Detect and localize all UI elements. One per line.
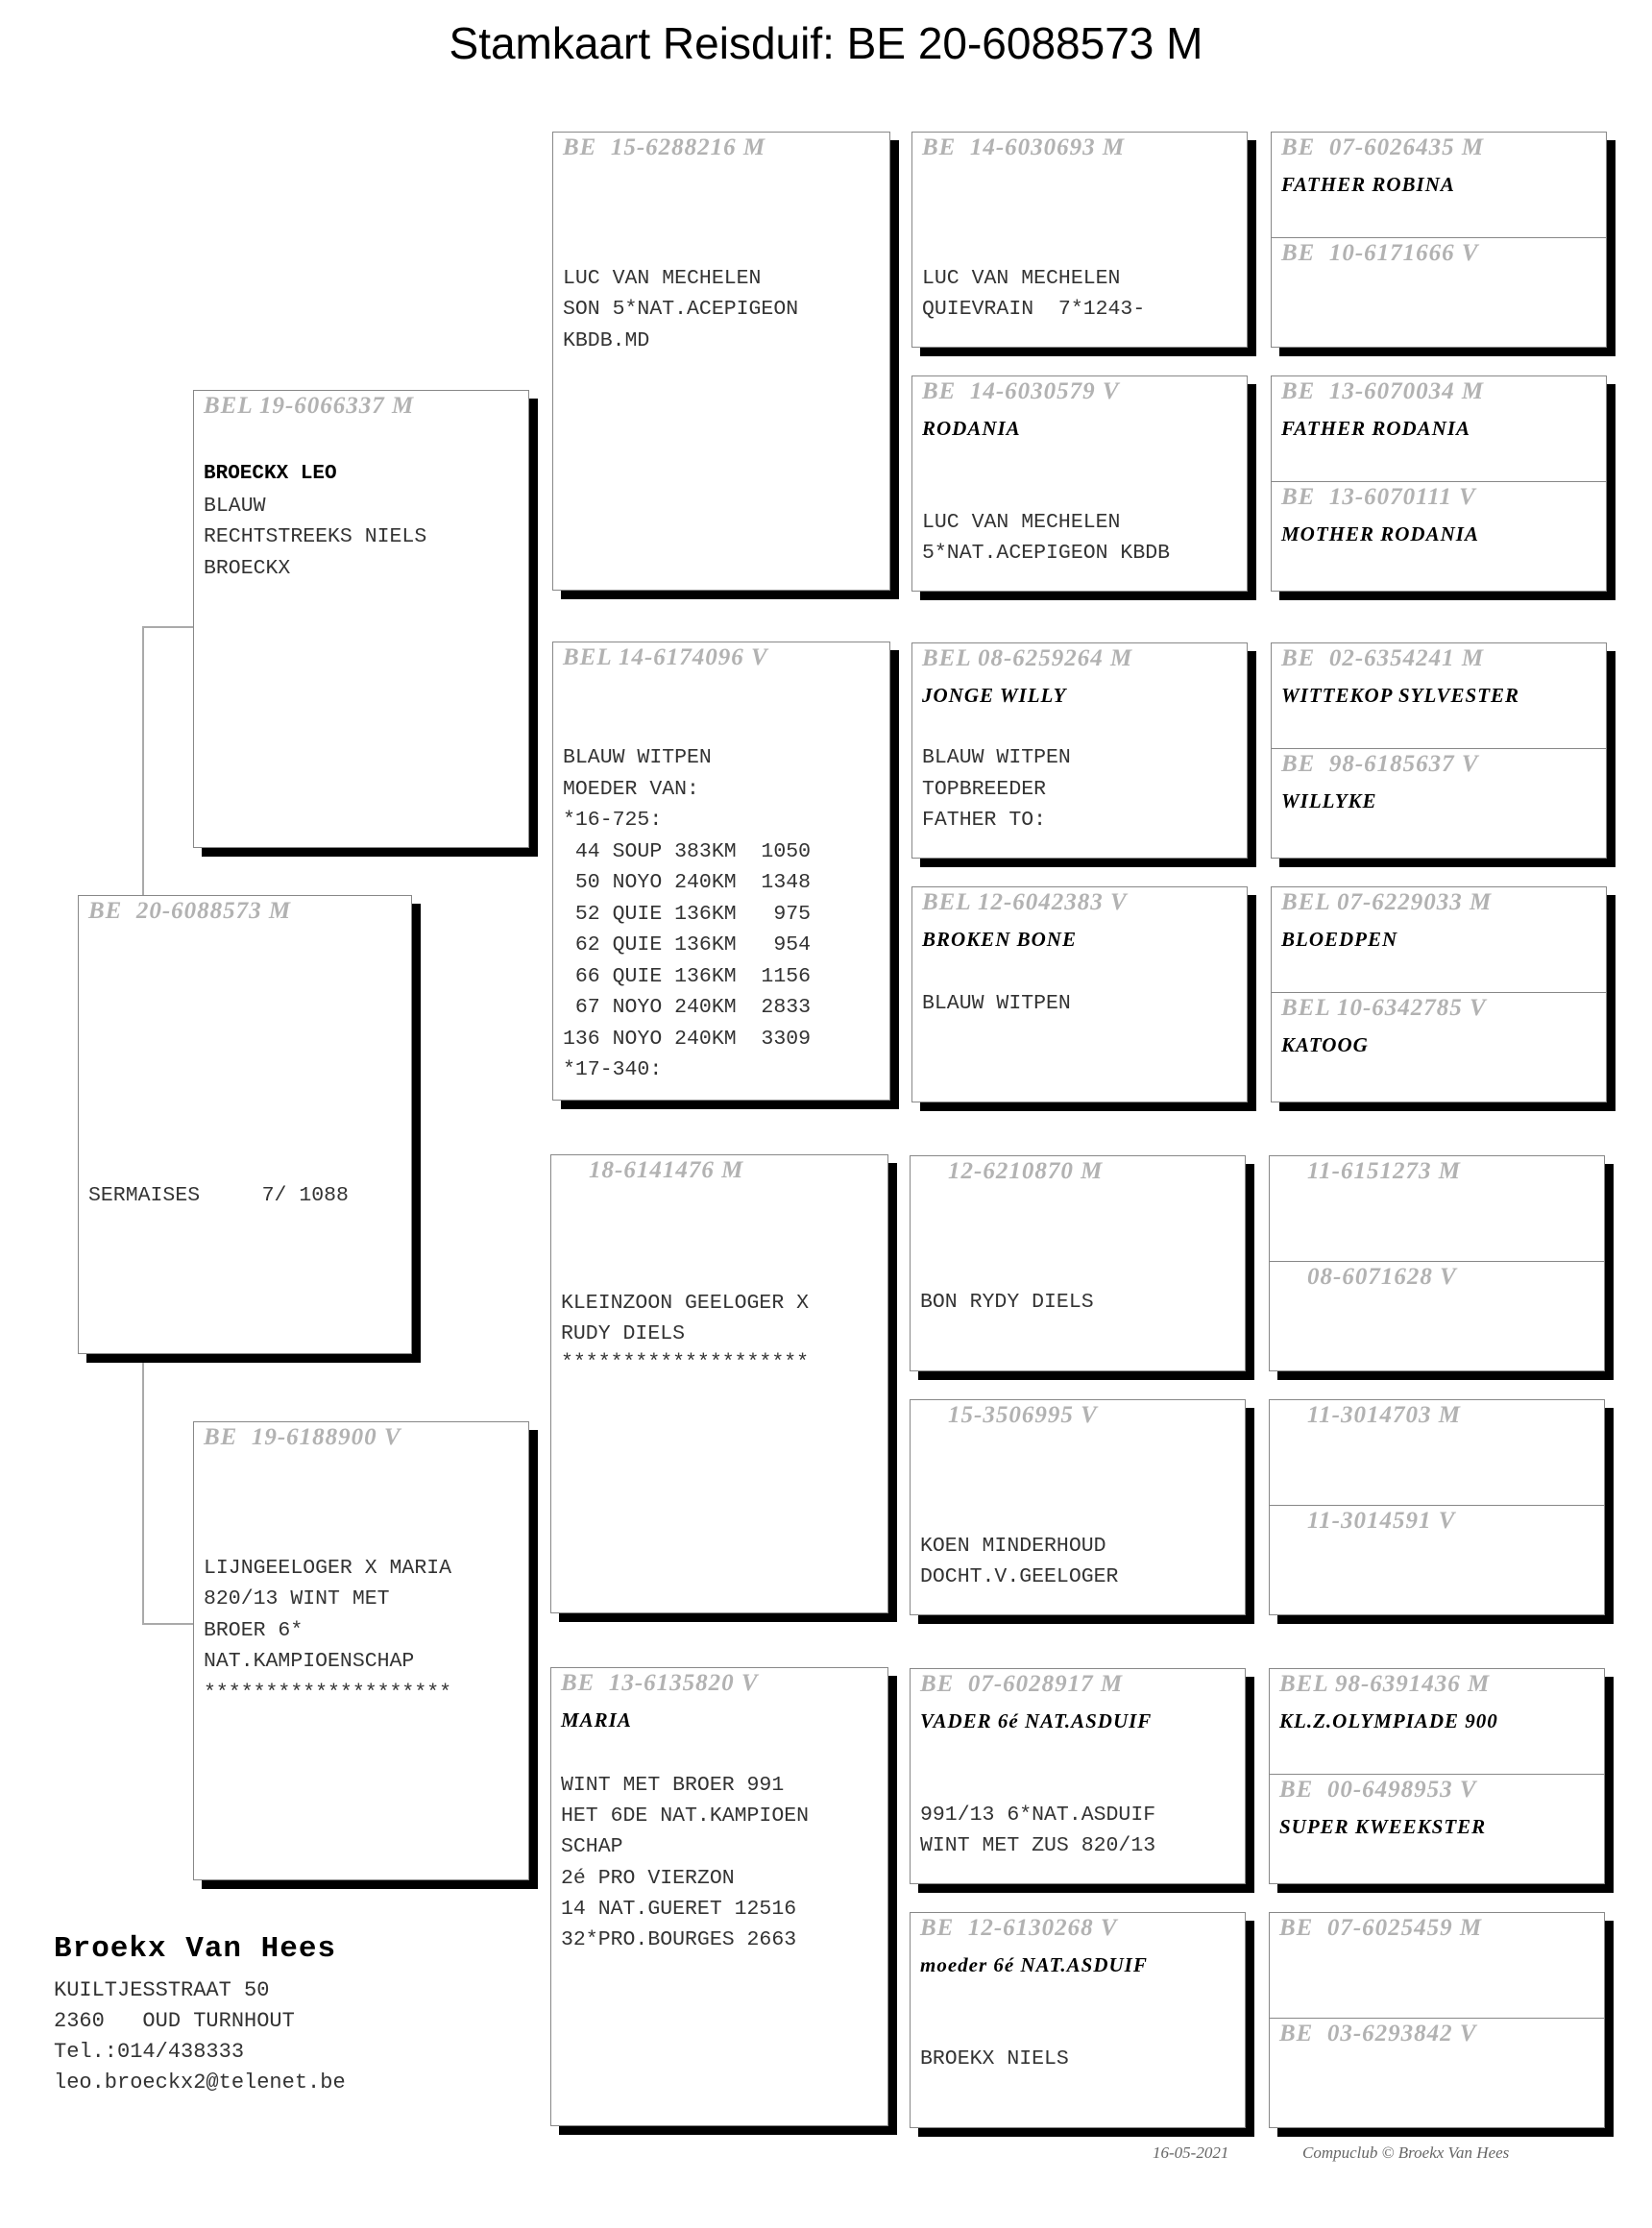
card-note: HET 6DE NAT.KAMPIOEN	[561, 1804, 810, 1828]
pigeon-name: SUPER KWEEKSTER	[1279, 1815, 1487, 1838]
card-note: BLAUW	[204, 495, 266, 518]
pigeon-name: WITTEKOP SYLVESTER	[1281, 684, 1520, 707]
card-note: *16-725:	[563, 809, 663, 832]
footer-credit: Compuclub © Broekx Van Hees	[1302, 2143, 1510, 2162]
pigeon-name: MARIA	[561, 1708, 632, 1732]
card-note: LUC VAN MECHELEN	[922, 511, 1121, 534]
pigeon-name: KATOOG	[1281, 1033, 1369, 1056]
card-note: 991/13 6*NAT.ASDUIF	[920, 1804, 1156, 1827]
ring-number: BEL 07-6229033 M	[1281, 889, 1493, 915]
card-note: 820/13 WINT MET	[204, 1587, 390, 1610]
ring-number: BE 07-6025459 M	[1279, 1915, 1483, 1941]
print-date: 16-05-2021	[1153, 2143, 1229, 2162]
pigeon-name: JONGE WILLY	[922, 684, 1067, 707]
card-note: 5*NAT.ACEPIGEON KBDB	[922, 542, 1171, 565]
card-note: *17-340:	[563, 1058, 663, 1081]
grandmother-maternal-card[interactable]	[550, 1667, 888, 2126]
ancestor-pair-card[interactable]	[1269, 1912, 1605, 2128]
card-note: MOEDER VAN:	[563, 778, 699, 801]
card-note: 44 SOUP 383KM 1050	[563, 840, 812, 863]
ring-number: BEL 12-6042383 V	[922, 889, 1128, 915]
card-note: SCHAP	[561, 1835, 623, 1858]
card-note: 2é PRO VIERZON	[561, 1867, 735, 1890]
grandfather-maternal-card[interactable]	[550, 1154, 888, 1613]
card-note: KLEINZOON GEELOGER X	[561, 1292, 810, 1315]
owner-street: KUILTJESSTRAAT 50	[54, 1978, 270, 2002]
card-note: 52 QUIE 136KM 975	[563, 903, 812, 926]
ring-number: BEL 19-6066337 M	[204, 393, 415, 419]
owner-phone: Tel.:014/438333	[54, 2040, 245, 2064]
pigeon-name: KL.Z.OLYMPIADE 900	[1279, 1709, 1498, 1732]
pair-divider	[1270, 1261, 1604, 1262]
page-title: Stamkaart Reisduif: BE 20-6088573 M	[449, 18, 1203, 68]
card-note: 32*PRO.BOURGES 2663	[561, 1928, 797, 1951]
ring-number: BE 13-6070111 V	[1281, 484, 1476, 510]
ring-number: BE 20-6088573 M	[88, 898, 292, 924]
ancestor-pair-card[interactable]	[1271, 642, 1607, 859]
ring-number: BEL 08-6259264 M	[922, 645, 1133, 671]
pigeon-name: BLOEDPEN	[1281, 928, 1398, 951]
card-note: LUC VAN MECHELEN	[563, 267, 762, 290]
pigeon-name: BROKEN BONE	[922, 928, 1077, 951]
connector-line	[142, 1623, 193, 1625]
card-note: BROER 6*	[204, 1619, 304, 1642]
ring-number: BE 19-6188900 V	[204, 1424, 401, 1450]
card-note: QUIEVRAIN 7*1243-	[922, 298, 1146, 321]
grandmother-paternal-card[interactable]	[552, 642, 890, 1101]
card-note: 14 NAT.GUERET 12516	[561, 1898, 797, 1921]
subject-card[interactable]	[78, 895, 412, 1354]
ring-number: BE 14-6030693 M	[922, 134, 1126, 160]
connector-line	[142, 626, 193, 628]
card-note: SON 5*NAT.ACEPIGEON	[563, 298, 799, 321]
ancestor-pair-card[interactable]	[1269, 1668, 1605, 1884]
card-note: 50 NOYO 240KM 1348	[563, 871, 812, 894]
ring-number: BE 13-6135820 V	[561, 1670, 759, 1696]
pigeon-name: BROECKX LEO	[204, 463, 337, 485]
ring-number: BE 98-6185637 V	[1281, 751, 1479, 777]
great-grandparent-card[interactable]	[911, 375, 1248, 592]
pigeon-name: FATHER ROBINA	[1281, 173, 1455, 196]
ring-number: BE 00-6498953 V	[1279, 1777, 1477, 1803]
card-note: 67 NOYO 240KM 2833	[563, 996, 812, 1019]
card-note: SERMAISES 7/ 1088	[88, 1184, 349, 1207]
pair-divider	[1272, 481, 1606, 482]
ring-number: BE 03-6293842 V	[1279, 2021, 1477, 2046]
pigeon-name: moeder 6é NAT.ASDUIF	[920, 1953, 1148, 1976]
card-note: KOEN MINDERHOUD	[920, 1535, 1106, 1558]
ring-number: 08-6071628 V	[1279, 1264, 1457, 1290]
card-note: DOCHT.V.GEELOGER	[920, 1565, 1119, 1588]
ring-number: 11-6151273 M	[1279, 1158, 1461, 1184]
ancestor-pair-card[interactable]	[1269, 1399, 1605, 1615]
card-note: WINT MET ZUS 820/13	[920, 1834, 1156, 1857]
ring-number: 18-6141476 M	[561, 1157, 744, 1183]
great-grandparent-card[interactable]	[910, 1912, 1246, 2128]
card-note: ********************	[561, 1351, 810, 1374]
card-note: 62 QUIE 136KM 954	[563, 933, 812, 957]
card-note: BROEKX NIELS	[920, 2047, 1069, 2071]
ring-number: BE 02-6354241 M	[1281, 645, 1485, 671]
pigeon-name: VADER 6é NAT.ASDUIF	[920, 1709, 1153, 1732]
ring-number: BE 07-6026435 M	[1281, 134, 1485, 160]
ancestor-pair-card[interactable]	[1269, 1155, 1605, 1371]
great-grandparent-card[interactable]	[910, 1668, 1246, 1884]
pair-divider	[1270, 1774, 1604, 1775]
ring-number: BE 13-6070034 M	[1281, 378, 1485, 404]
owner-email: leo.broeckx2@telenet.be	[54, 2071, 346, 2095]
great-grandparent-card[interactable]	[910, 1155, 1246, 1371]
ancestor-pair-card[interactable]	[1271, 132, 1607, 348]
ring-number: BEL 10-6342785 V	[1281, 995, 1487, 1021]
card-note: RUDY DIELS	[561, 1322, 686, 1345]
card-note: FATHER TO:	[922, 809, 1047, 832]
card-note: BLAUW WITPEN	[922, 992, 1071, 1015]
card-note: LIJNGEELOGER X MARIA	[204, 1557, 452, 1580]
card-note: ********************	[204, 1682, 452, 1705]
pigeon-name: MOTHER RODANIA	[1281, 522, 1479, 545]
ring-number: BE 07-6028917 M	[920, 1671, 1124, 1697]
great-grandparent-card[interactable]	[911, 886, 1248, 1102]
pair-divider	[1272, 237, 1606, 238]
ring-number: 11-3014591 V	[1279, 1508, 1456, 1534]
card-note: BON RYDY DIELS	[920, 1291, 1094, 1314]
card-note: LUC VAN MECHELEN	[922, 267, 1121, 290]
grandfather-paternal-card[interactable]	[552, 132, 890, 591]
card-note: NAT.KAMPIOENSCHAP	[204, 1650, 415, 1673]
pair-divider	[1272, 992, 1606, 993]
card-note: WINT MET BROER 991	[561, 1774, 785, 1797]
great-grandparent-card[interactable]	[911, 642, 1248, 859]
ring-number: BEL 98-6391436 M	[1279, 1671, 1491, 1697]
card-note: TOPBREEDER	[922, 778, 1047, 801]
mother-card[interactable]	[193, 1421, 529, 1880]
ancestor-pair-card[interactable]	[1271, 886, 1607, 1102]
pigeon-name: WILLYKE	[1281, 789, 1377, 812]
card-note: BLAUW WITPEN	[922, 746, 1071, 769]
ring-number: BE 15-6288216 M	[563, 134, 766, 160]
ring-number: BE 10-6171666 V	[1281, 240, 1479, 266]
ring-number: 15-3506995 V	[920, 1402, 1098, 1428]
ring-number: BEL 14-6174096 V	[563, 644, 768, 670]
pair-divider	[1272, 748, 1606, 749]
card-note: KBDB.MD	[563, 329, 650, 352]
ring-number: BE 12-6130268 V	[920, 1915, 1118, 1941]
pair-divider	[1270, 2018, 1604, 2019]
ring-number: 11-3014703 M	[1279, 1402, 1461, 1428]
pigeon-name: RODANIA	[922, 417, 1021, 440]
ring-number: 12-6210870 M	[920, 1158, 1104, 1184]
card-note: BLAUW WITPEN	[563, 746, 712, 769]
father-card[interactable]	[193, 390, 529, 848]
card-note: BROECKX	[204, 557, 291, 580]
card-note: RECHTSTREEKS NIELS	[204, 525, 427, 548]
owner-name: Broekx Van Hees	[54, 1932, 337, 1966]
card-note: 136 NOYO 240KM 3309	[563, 1028, 812, 1051]
great-grandparent-card[interactable]	[910, 1399, 1246, 1615]
ring-number: BE 14-6030579 V	[922, 378, 1120, 404]
pair-divider	[1270, 1505, 1604, 1506]
ancestor-pair-card[interactable]	[1271, 375, 1607, 592]
owner-city: 2360 OUD TURNHOUT	[54, 2009, 295, 2033]
great-grandparent-card[interactable]	[911, 132, 1248, 348]
pigeon-name: FATHER RODANIA	[1281, 417, 1471, 440]
card-note: 66 QUIE 136KM 1156	[563, 965, 812, 988]
